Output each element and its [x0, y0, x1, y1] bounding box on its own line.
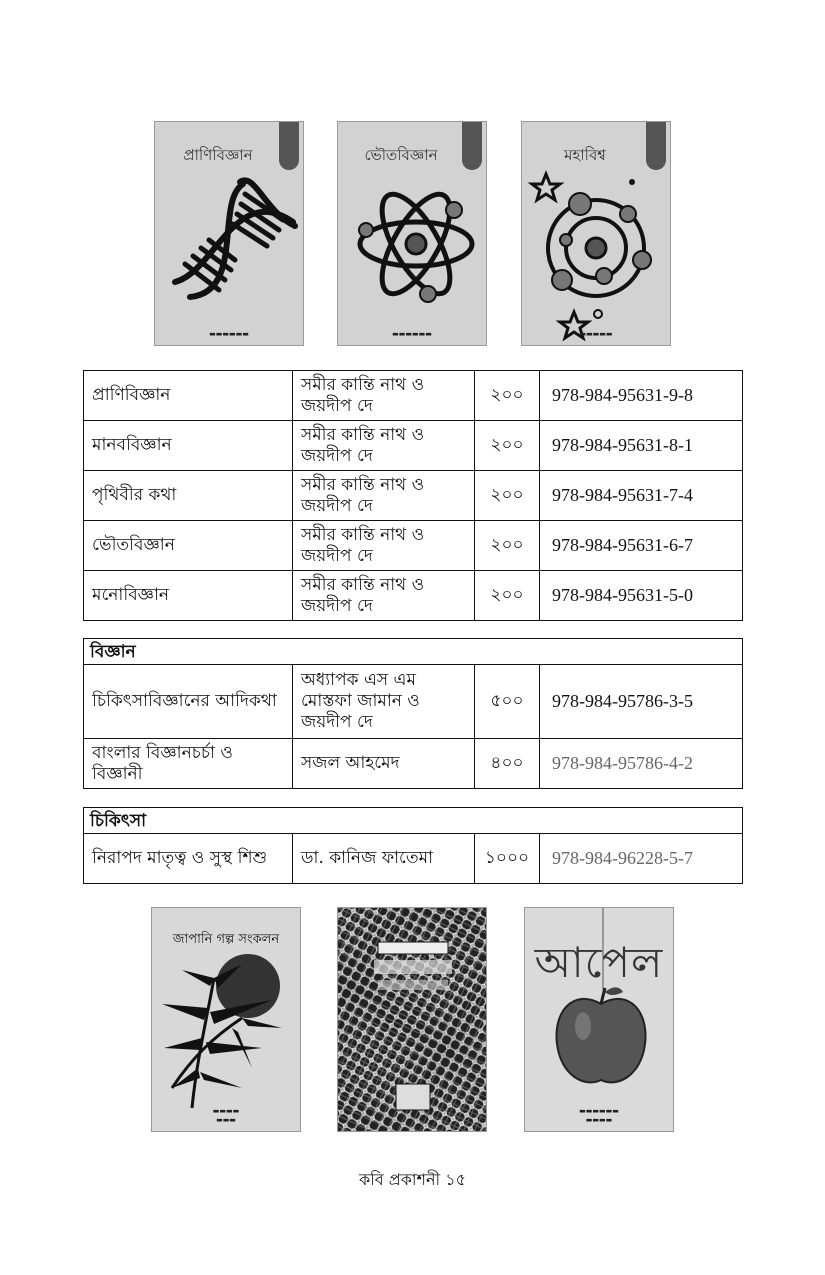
table-row: [84, 739, 743, 789]
book-price: ৪০০: [475, 739, 540, 789]
book-price: ২০০: [475, 571, 540, 621]
cover-footer-icon: ▬▬▬▬▬▬ ▬▬▬▬: [579, 1107, 619, 1124]
book-title: নিরাপদ মাতৃত্ব ও সুস্থ শিশু: [84, 834, 293, 884]
book-author: সমীর কান্তি নাথ ও জয়দীপ দে: [293, 421, 475, 471]
book-isbn: 978-984-95631-8-1: [540, 421, 743, 471]
book-author: সমীর কান্তি নাথ ও জয়দীপ দে: [293, 521, 475, 571]
atom-icon: [338, 122, 487, 346]
book-title: পৃথিবীর কথা: [84, 471, 293, 521]
cover-footer-icon: ▬▬▬▬▬: [579, 330, 613, 338]
cover-title: জাপানি গল্প সংকলন: [172, 932, 280, 947]
table-row: [84, 521, 743, 571]
book-price: ২০০: [475, 371, 540, 421]
table-heading-row: [84, 639, 743, 665]
cover-footer-icon: ▬▬▬▬▬▬: [392, 330, 432, 338]
table-row: [84, 421, 743, 471]
dna-icon: [155, 122, 304, 346]
book-isbn: 978-984-95631-6-7: [540, 521, 743, 571]
book-isbn: 978-984-95786-3-5: [540, 665, 743, 739]
book-isbn: 978-984-95631-9-8: [540, 371, 743, 421]
book-cover-pattern[interactable]: [337, 907, 487, 1132]
book-author: ডা. কানিজ ফাতেমা: [293, 834, 475, 884]
book-author: সজল আহমেদ: [293, 739, 475, 789]
page-footer: কবি প্রকাশনী ১৫: [359, 1170, 466, 1189]
cover-footer-icon: ▬▬▬▬▬▬: [209, 330, 249, 338]
book-title: মানববিজ্ঞান: [84, 421, 293, 471]
table-row: [84, 371, 743, 421]
book-isbn: 978-984-95631-5-0: [540, 571, 743, 621]
book-author: সমীর কান্তি নাথ ও জয়দীপ দে: [293, 571, 475, 621]
book-cover-pranibigyan[interactable]: [154, 121, 304, 346]
book-author: সমীর কান্তি নাথ ও জয়দীপ দে: [293, 371, 475, 421]
table-heading-row: [84, 808, 743, 834]
book-title: চিকিৎসাবিজ্ঞানের আদিকথা: [84, 665, 293, 739]
book-isbn: 978-984-95786-4-2: [540, 739, 743, 789]
table-row: [84, 571, 743, 621]
book-price: ২০০: [475, 471, 540, 521]
book-cover-japani-golpo[interactable]: [151, 907, 301, 1132]
cover-title: আপেল: [534, 938, 664, 987]
book-price: ৫০০: [475, 665, 540, 739]
section-heading: চিকিৎসা: [84, 808, 743, 834]
book-title: মনোবিজ্ঞান: [84, 571, 293, 621]
cover-title: মহাবিশ্ব: [564, 146, 606, 164]
book-price: ১০০০: [475, 834, 540, 884]
book-title: ভৌতবিজ্ঞান: [84, 521, 293, 571]
book-title: প্রাণিবিজ্ঞান: [84, 371, 293, 421]
book-table-bigyan: [83, 638, 743, 789]
cover-title: ভৌতবিজ্ঞান: [364, 146, 438, 164]
book-author: অধ্যাপক এস এম মোস্তফা জামান ও জয়দীপ দে: [293, 665, 475, 739]
book-cover-mohabishwa[interactable]: [521, 121, 671, 346]
solar-system-icon: [522, 122, 671, 346]
book-table-chikitsa: [83, 807, 743, 884]
book-price: ২০০: [475, 521, 540, 571]
book-cover-bhoutobigyan[interactable]: [337, 121, 487, 346]
book-author: সমীর কান্তি নাথ ও জয়দীপ দে: [293, 471, 475, 521]
book-price: ২০০: [475, 421, 540, 471]
cover-footer-icon: ▬▬▬▬ ▬▬▬: [212, 1107, 240, 1124]
book-table-series: [83, 370, 743, 621]
cover-title: প্রাণিবিজ্ঞান: [183, 146, 253, 164]
apple-icon: [525, 908, 674, 1132]
table-row: [84, 834, 743, 884]
book-isbn: 978-984-96228-5-7: [540, 834, 743, 884]
section-heading: বিজ্ঞান: [84, 639, 743, 665]
book-title: বাংলার বিজ্ঞানচর্চা ও বিজ্ঞানী: [84, 739, 293, 789]
book-cover-apel[interactable]: [524, 907, 674, 1132]
table-row: [84, 471, 743, 521]
table-row: [84, 665, 743, 739]
pattern-icon: [338, 908, 487, 1132]
book-isbn: 978-984-95631-7-4: [540, 471, 743, 521]
bamboo-moon-icon: [152, 908, 301, 1132]
